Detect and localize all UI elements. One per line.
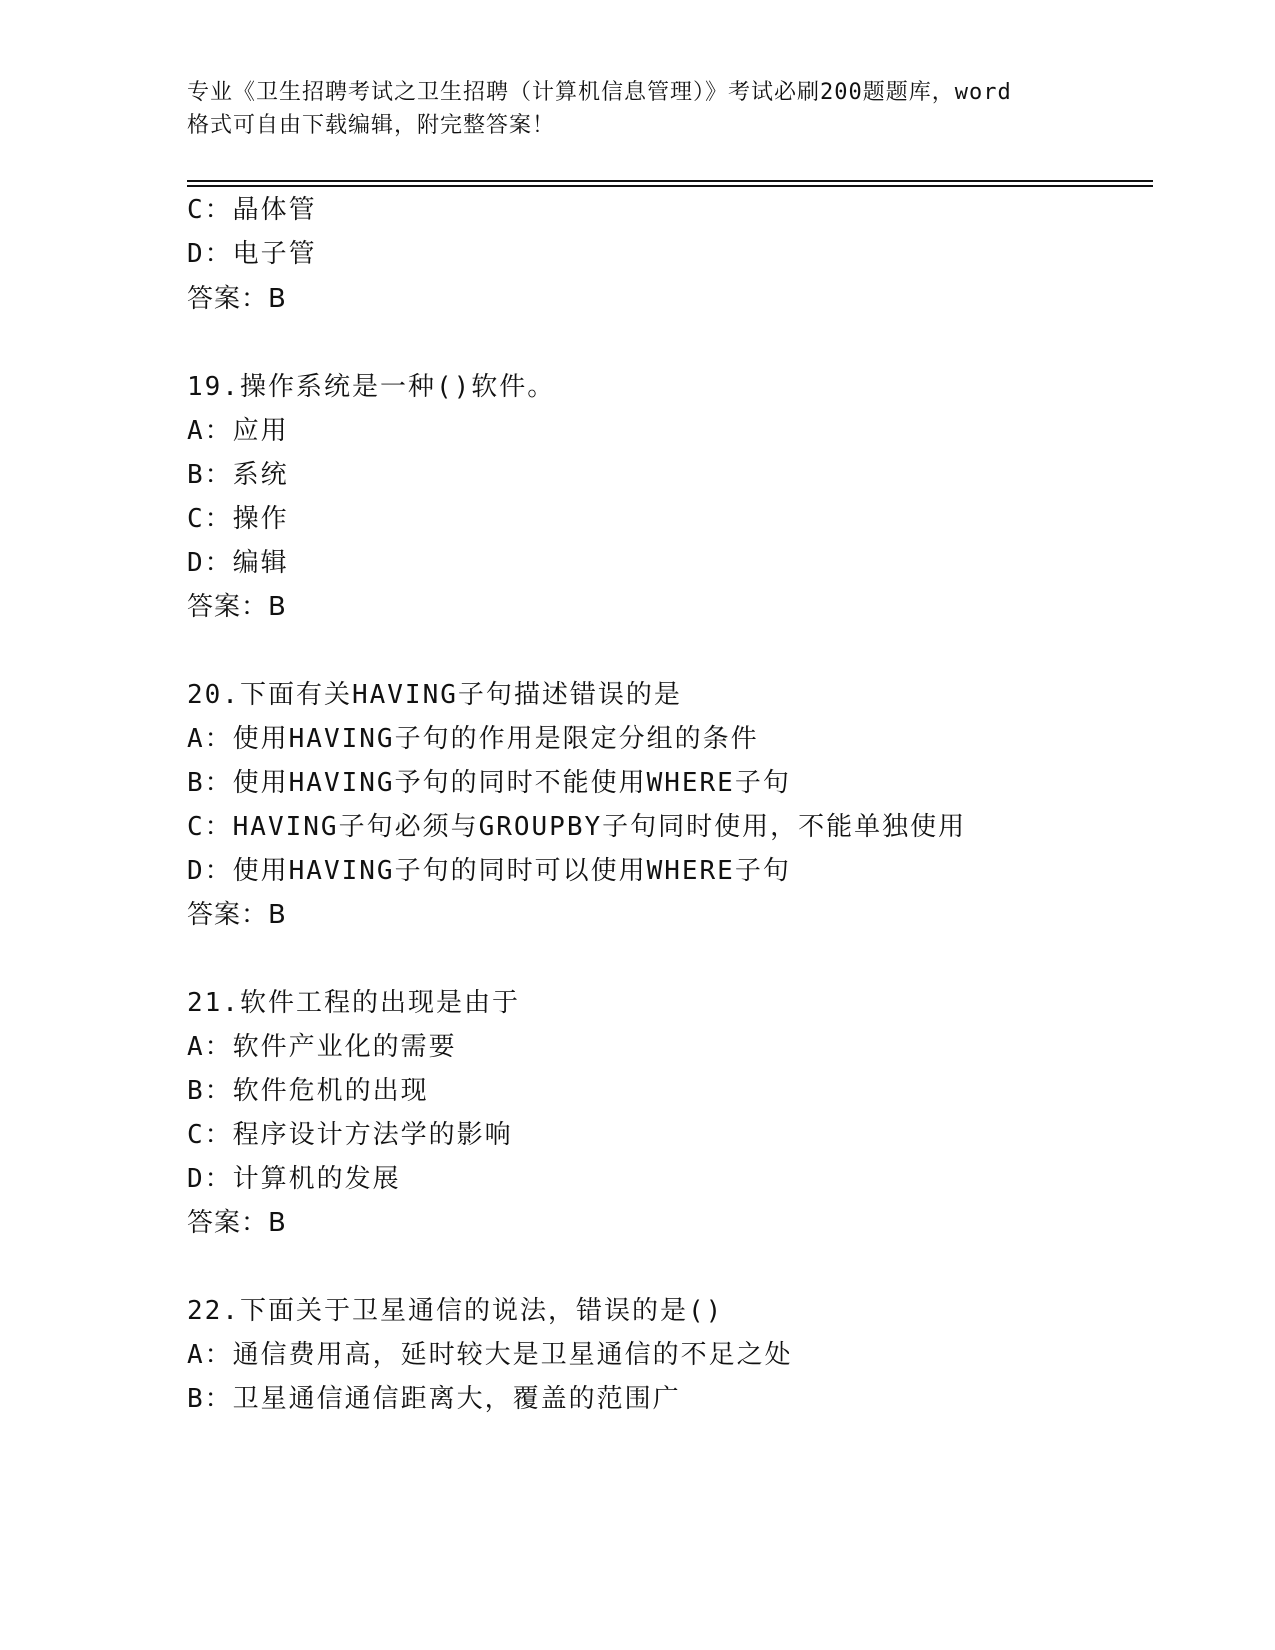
question-19-option-c: C：操作: [187, 504, 289, 534]
question-21-stem: 21.软件工程的出现是由于: [187, 988, 520, 1018]
question-21-option-d: D：计算机的发展: [187, 1164, 401, 1194]
question-20-answer: 答案：B: [187, 900, 287, 930]
prev-option-d: D：电子管: [187, 239, 317, 269]
document-header: [187, 76, 1087, 142]
question-20-option-d: D：使用HAVING子句的同时可以使用WHERE子句: [187, 856, 791, 886]
question-20-option-c: C：HAVING子句必须与GROUPBY子句同时使用，不能单独使用: [187, 812, 967, 842]
question-22-stem: 22.下面关于卫星通信的说法，错误的是(): [187, 1296, 724, 1326]
question-20-stem: 20.下面有关HAVING子句描述错误的是: [187, 680, 682, 710]
prev-option-c: C：晶体管: [187, 195, 317, 225]
question-20-option-b: B：使用HAVING予句的同时不能使用WHERE子句: [187, 768, 791, 798]
header-line-2: 格式可自由下载编辑，附完整答案！: [187, 113, 556, 138]
prev-answer: 答案：B: [187, 284, 287, 314]
question-19-answer: 答案：B: [187, 592, 287, 622]
question-19-option-d: D：编辑: [187, 548, 289, 578]
question-21-option-b: B：软件危机的出现: [187, 1076, 429, 1106]
question-21-option-a: A：软件产业化的需要: [187, 1032, 457, 1062]
question-19-stem: 19.操作系统是一种()软件。: [187, 372, 556, 402]
header-divider-bottom: [187, 185, 1153, 187]
header-divider-top: [187, 180, 1153, 182]
question-19-option-a: A：应用: [187, 416, 289, 446]
question-19-option-b: B：系统: [187, 460, 289, 490]
question-21-answer: 答案：B: [187, 1208, 287, 1238]
question-22-option-b: B：卫星通信通信距离大，覆盖的范围广: [187, 1384, 681, 1414]
question-20-option-a: A：使用HAVING子句的作用是限定分组的条件: [187, 724, 759, 754]
question-21-option-c: C：程序设计方法学的影响: [187, 1120, 513, 1150]
header-line-1: 专业《卫生招聘考试之卫生招聘（计算机信息管理）》考试必刷200题题库，word: [187, 80, 1012, 105]
question-22-option-a: A：通信费用高，延时较大是卫星通信的不足之处: [187, 1340, 793, 1370]
